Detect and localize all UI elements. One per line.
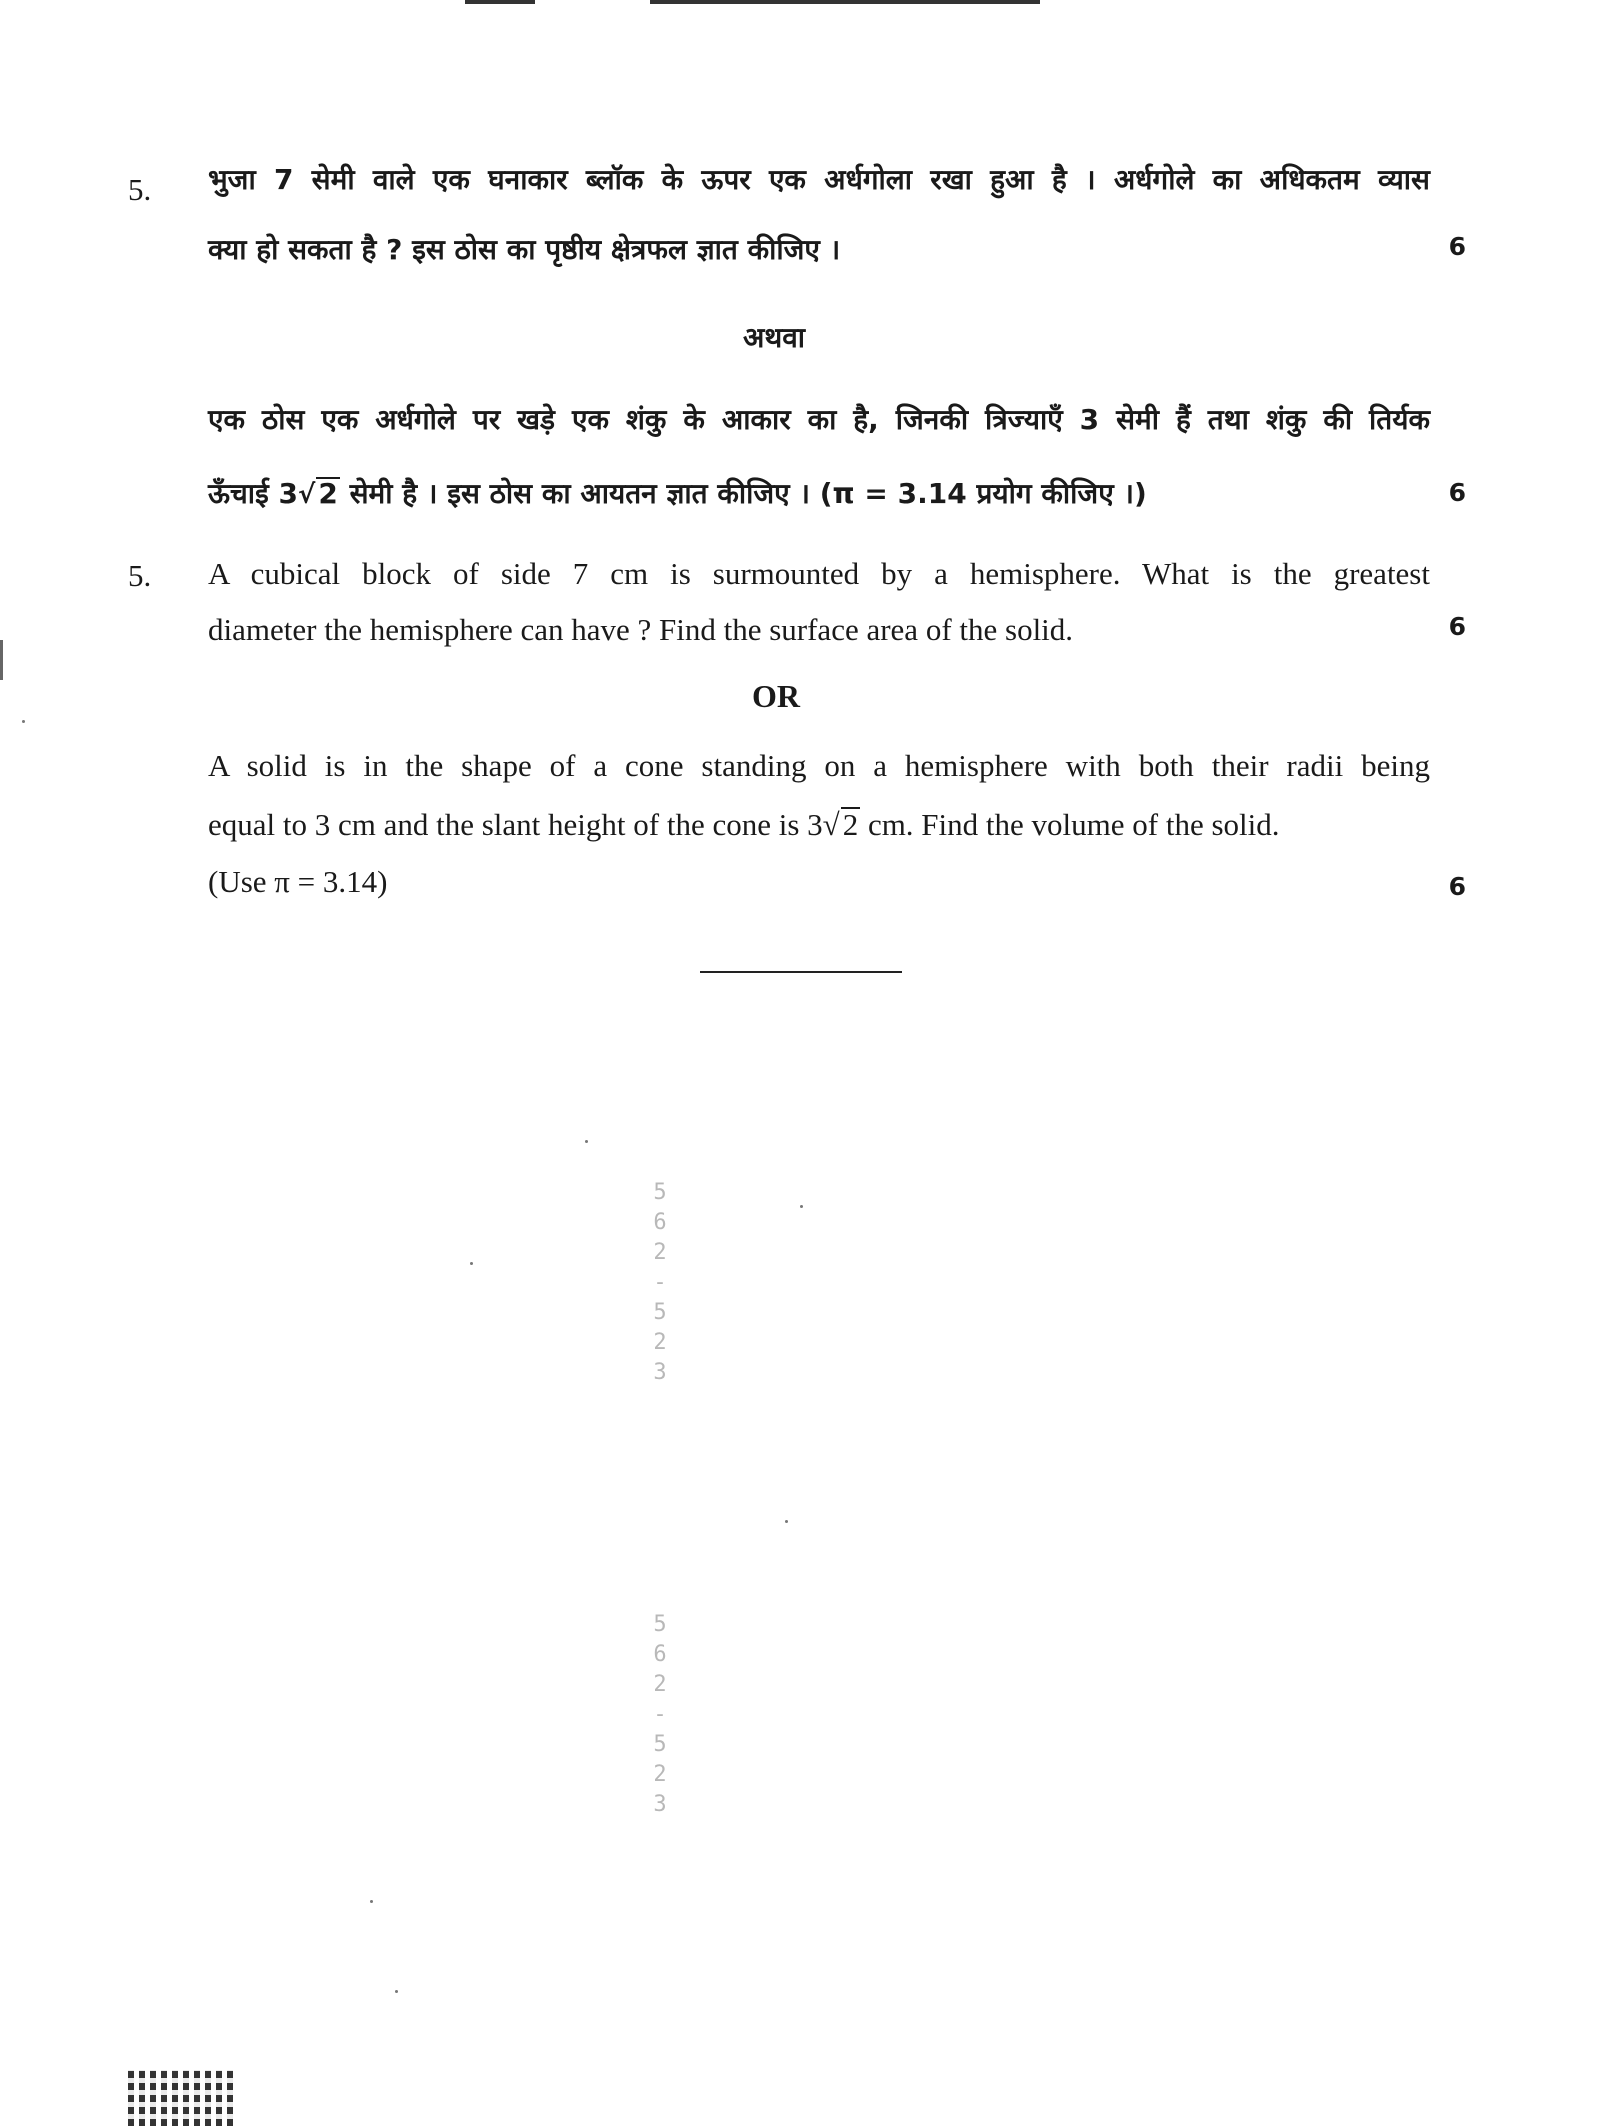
watermark-char: 2 xyxy=(653,1762,667,1787)
top-rule-right xyxy=(650,0,1040,4)
scan-speck xyxy=(22,720,25,723)
top-rule-left xyxy=(465,0,535,4)
scan-speck xyxy=(785,1520,788,1523)
watermark-char: 2 xyxy=(653,1240,667,1265)
marks-question-english: 6 xyxy=(1448,612,1466,641)
question-english-line1: A cubical block of side 7 cm is surmounted by a hemisphere. What is the greatest xyxy=(208,556,1430,591)
question-hindi-line2: क्या हो सकता है ? इस ठोस का पृष्ठीय क्षेत्रफल ज्ञात कीजिए । xyxy=(208,233,841,266)
scan-edge-mark xyxy=(0,640,3,680)
or-label-english: OR xyxy=(752,678,800,714)
watermark-char: 6 xyxy=(653,1642,667,1667)
alternative-english-line1: A solid is in the shape of a cone standing on a hemisphere with both their radii being xyxy=(208,748,1430,783)
scan-speck xyxy=(585,1140,588,1143)
question-number-english: 5. xyxy=(128,558,152,593)
scan-speck xyxy=(395,1990,398,1993)
watermark-char: - xyxy=(653,1270,667,1295)
watermark-char: - xyxy=(653,1702,667,1727)
watermark-char: 3 xyxy=(653,1792,667,1817)
scan-speck xyxy=(370,1900,373,1903)
marks-alternative-english: 6 xyxy=(1448,872,1466,901)
alternative-hindi-line2-post: सेमी है । इस ठोस का आयतन ज्ञात कीजिए । (π = 3.14 प्रयोग कीजिए ।) xyxy=(339,477,1147,510)
question-english-line2: diameter the hemisphere can have ? Find the surface area of the solid. xyxy=(208,612,1074,647)
barcode-image xyxy=(128,2070,238,2126)
alternative-hindi-line2: ऊँचाई 3√ 2 सेमी है । इस ठोस का आयतन ज्ञात कीजिए । (π = 3.14 प्रयोग कीजिए ।) xyxy=(208,477,1147,510)
scan-speck xyxy=(470,1262,473,1265)
alternative-hindi-line1: एक ठोस एक अर्धगोले पर खड़े एक शंकु के आकार का है, जिनकी त्रिज्याएँ 3 सेमी हैं तथा शंकु की तिर्यक xyxy=(208,403,1430,436)
question-hindi-line1: भुजा 7 सेमी वाले एक घनाकार ब्लॉक के ऊपर एक अर्धगोला रखा हुआ है । अर्धगोले का अधिकतम व्यास xyxy=(208,163,1430,196)
watermark-char: 5 xyxy=(653,1612,667,1637)
watermark-char: 5 xyxy=(653,1300,667,1325)
alternative-hindi-line2-pre: ऊँचाई 3 xyxy=(208,477,298,510)
scan-speck xyxy=(800,1205,803,1208)
watermark-char: 2 xyxy=(653,1672,667,1697)
watermark-char: 6 xyxy=(653,1210,667,1235)
watermark-char: 5 xyxy=(653,1732,667,1757)
or-label-hindi: अथवा xyxy=(742,321,806,354)
end-of-question-rule xyxy=(700,971,902,973)
marks-question-hindi: 6 xyxy=(1448,232,1466,261)
sqrt-radicand-english: 2 xyxy=(842,807,859,842)
watermark-code-middle xyxy=(640,1178,680,1388)
alternative-english-line2-pre: equal to 3 cm and the slant height of the cone is 3 xyxy=(208,807,823,842)
alternative-english-line2-post: cm. Find the volume of the solid. xyxy=(860,807,1280,842)
watermark-char: 3 xyxy=(653,1360,667,1385)
sqrt-radicand-hindi: 2 xyxy=(318,477,338,510)
question-number-hindi: 5. xyxy=(128,172,152,207)
watermark-char: 5 xyxy=(653,1180,667,1205)
alternative-english-line2: equal to 3 cm and the slant height of the cone is 3√2 cm. Find the volume of the solid. xyxy=(208,807,1280,842)
alternative-english-line3: (Use π = 3.14) xyxy=(208,864,388,899)
marks-alternative-hindi: 6 xyxy=(1448,478,1466,507)
watermark-char: 2 xyxy=(653,1330,667,1355)
watermark-code-lower xyxy=(640,1610,680,1820)
